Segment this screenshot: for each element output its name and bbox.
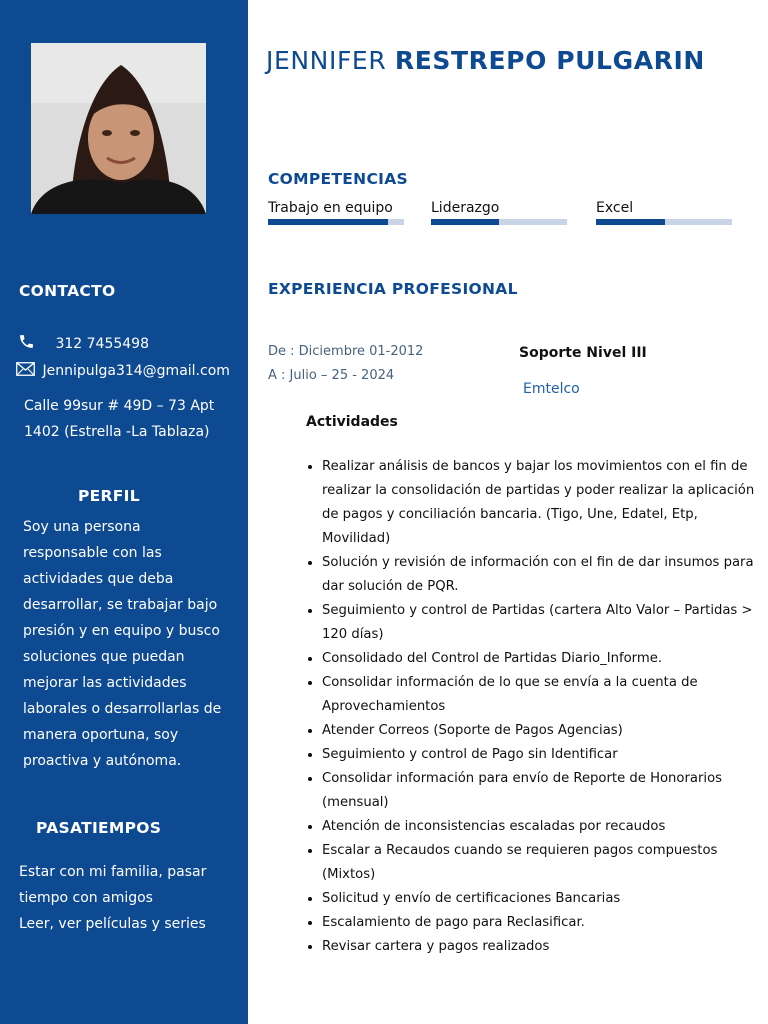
activity-item: • Seguimiento y control de Pago sin Identificar	[322, 743, 768, 767]
job-role: Soporte Nivel III	[519, 345, 647, 361]
hobby-line: tiempo con amigos	[19, 890, 153, 906]
main-content	[248, 0, 768, 1024]
phone-row	[18, 333, 149, 354]
activity-item: • Solicitud y envío de certificaciones Bancarias	[322, 887, 768, 911]
activity-item: • Atención de inconsistencias escaladas por recaudos	[322, 815, 768, 839]
activity-item: • Solución y revisión de información con el fin de dar insumos para dar solución de PQR.	[322, 551, 768, 599]
sidebar	[0, 0, 248, 1024]
profile-line: laborales o desarrollarlas de	[23, 701, 222, 717]
profile-line: manera oportuna, soy	[23, 727, 179, 743]
hobbies-text	[19, 859, 244, 937]
skill-level-fill	[268, 219, 388, 225]
skill-level-bar	[596, 219, 732, 225]
profile-heading: PERFIL	[78, 487, 140, 505]
email-row	[16, 362, 230, 380]
activity-item: • Atender Correos (Soporte de Pagos Agencias)	[322, 719, 768, 743]
phone-number: 312 7455498	[55, 335, 149, 352]
profile-line: actividades que deba	[23, 571, 174, 587]
activity-item: • Consolidar información de lo que se envía a la cuenta de Aprovechamientos	[322, 671, 768, 719]
profile-line: soluciones que puedan	[23, 649, 185, 665]
profile-line: responsable con las	[23, 545, 162, 561]
hobby-line: Leer, ver películas y series	[19, 916, 206, 932]
first-name: JENNIFER	[266, 46, 387, 75]
hobby-line: Estar con mi familia, pasar	[19, 864, 207, 880]
skill-item	[268, 200, 404, 225]
skill-level-bar	[268, 219, 404, 225]
date-from: De : Diciembre 01-2012	[268, 344, 424, 359]
activity-item: • Seguimiento y control de Partidas (cartera Alto Valor – Partidas > 120 días)	[322, 599, 768, 647]
contact-heading: CONTACTO	[19, 282, 116, 300]
profile-line: presión y en equipo y busco	[23, 623, 220, 639]
experience-heading: EXPERIENCIA PROFESIONAL	[268, 280, 518, 298]
skill-level-fill	[596, 219, 665, 225]
phone-icon	[18, 333, 35, 354]
activity-item: • Realizar análisis de bancos y bajar los movimientos con el fin de realizar la consolidación de partidas y poder realizar la aplicación de pagos y conciliación bancaria. (Tigo, Une, Edatel, Etp, Movilidad)	[322, 455, 768, 551]
full-name	[266, 46, 705, 75]
profile-line: desarrollar, se trabajar bajo	[23, 597, 218, 613]
competencies-heading: COMPETENCIAS	[268, 170, 408, 188]
activity-item: • Consolidado del Control de Partidas Diario_Informe.	[322, 647, 768, 671]
hobbies-heading: PASATIEMPOS	[36, 819, 162, 837]
employment-dates	[268, 340, 423, 388]
activity-item: • Escalar a Recaudos cuando se requieren pagos compuestos (Mixtos)	[322, 839, 768, 887]
address-line-1: Calle 99sur # 49D – 73 Apt	[24, 398, 215, 414]
skill-name: Trabajo en equipo	[268, 200, 393, 216]
email-address: Jennipulga314@gmail.com	[42, 363, 230, 379]
address	[24, 393, 244, 445]
skill-name: Excel	[596, 200, 634, 216]
last-name: RESTREPO PULGARIN	[394, 46, 705, 75]
profile-line: mejorar las actividades	[23, 675, 187, 691]
skill-level-bar	[431, 219, 567, 225]
date-to: A : Julio – 25 - 2024	[268, 368, 395, 383]
activity-item: • Escalamiento de pago para Reclasificar.	[322, 911, 768, 935]
envelope-icon	[16, 362, 35, 380]
skill-level-fill	[431, 219, 499, 225]
address-line-2: 1402 (Estrella -La Tablaza)	[24, 424, 210, 440]
activities-list	[300, 455, 768, 959]
company-name: Emtelco	[523, 381, 580, 397]
skill-item	[596, 200, 732, 225]
activity-item: • Consolidar información para envío de Reporte de Honorarios (mensual)	[322, 767, 768, 815]
activities-heading: Actividades	[306, 414, 398, 430]
profile-line: proactiva y autónoma.	[23, 753, 182, 769]
skill-item	[431, 200, 567, 225]
activity-item: • Revisar cartera y pagos realizados	[322, 935, 768, 959]
skill-name: Liderazgo	[431, 200, 500, 216]
profile-photo	[31, 43, 206, 214]
profile-line: Soy una persona	[23, 519, 141, 535]
profile-text	[23, 514, 245, 774]
